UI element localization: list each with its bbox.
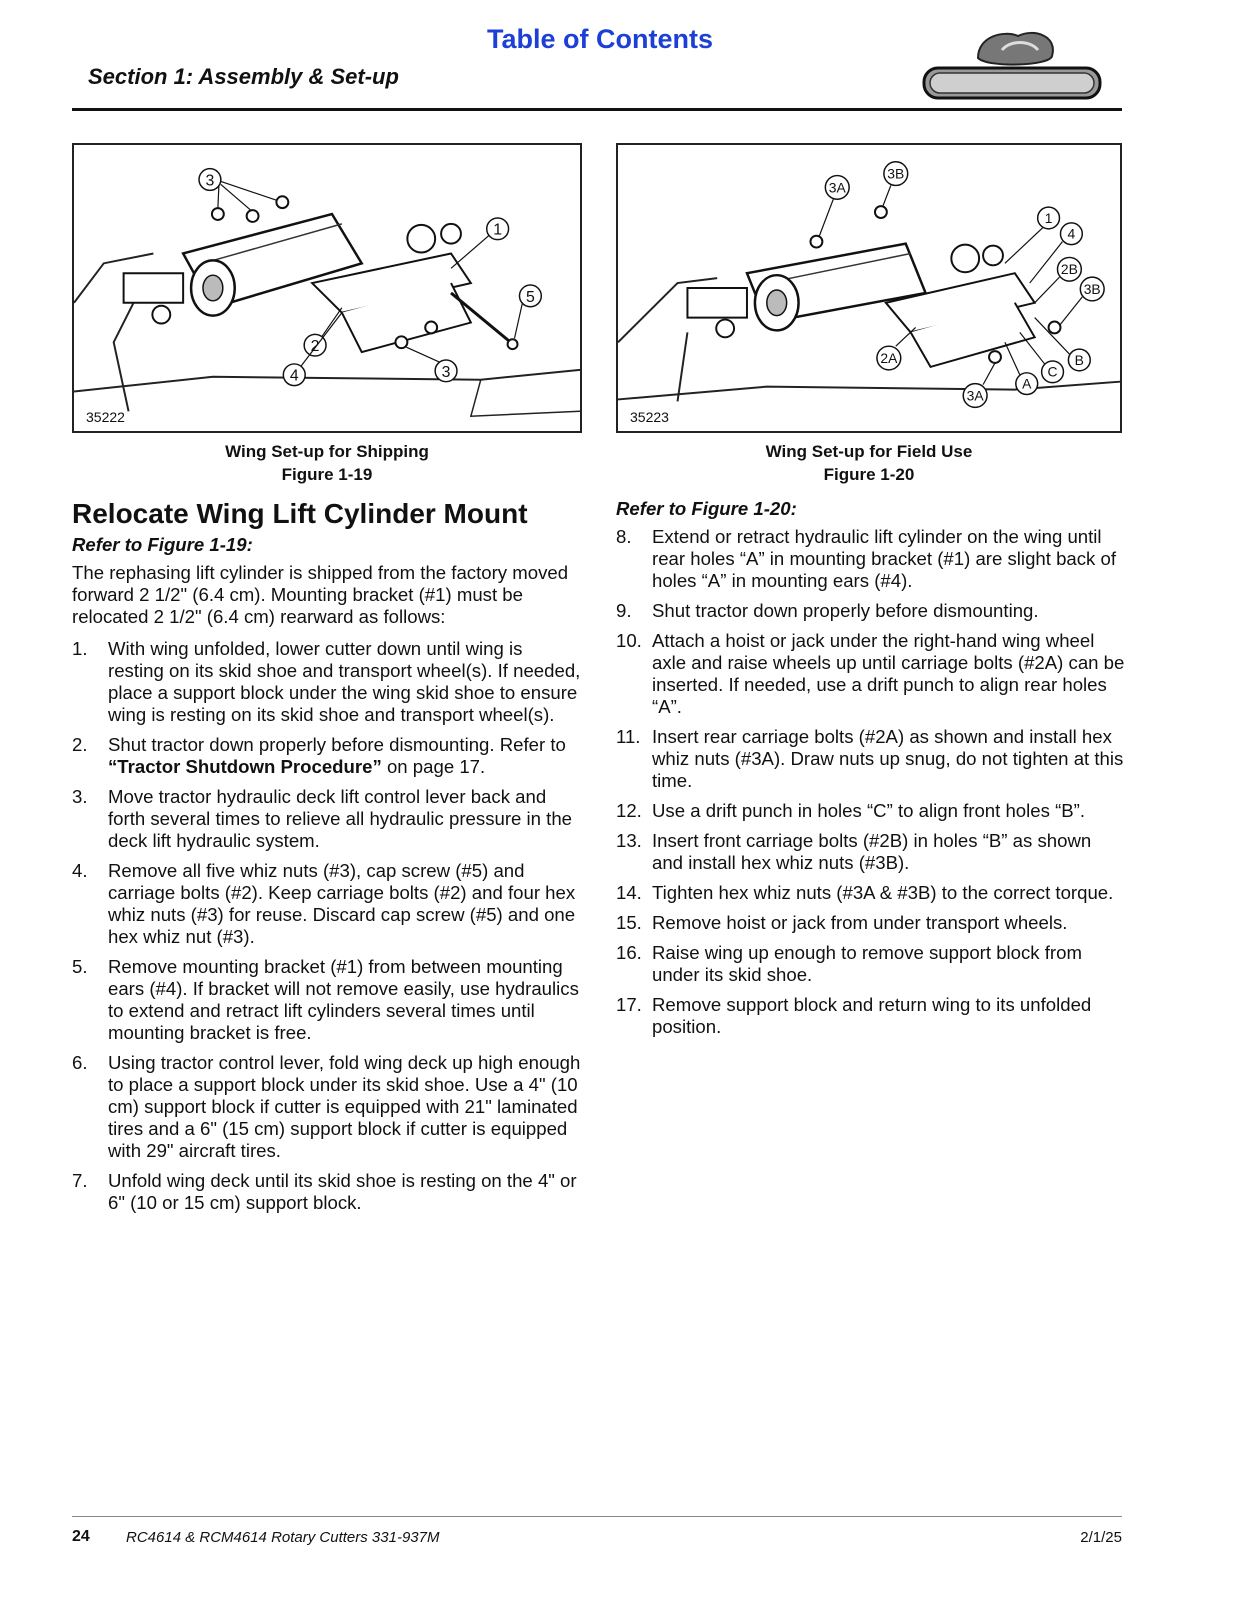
step-text: Extend or retract hydraulic lift cylinder on the wing until rear holes “A” in mounting bracket (#1) are slight back of holes “A” in mounting ears (#4). [652, 526, 1117, 591]
step-number: 16. [616, 942, 642, 963]
list-item [72, 734, 582, 778]
step-number: 8. [616, 526, 632, 547]
step-text: Raise wing up enough to remove support block from under its skid shoe. [652, 942, 1082, 985]
svg-text:4: 4 [1067, 225, 1076, 242]
page-number: 24 [72, 1528, 90, 1545]
figure-number: 35223 [630, 409, 669, 425]
list-item [616, 882, 1126, 904]
step-number: 14. [616, 882, 642, 903]
section-title: Section 1: Assembly & Set-up [88, 64, 399, 89]
svg-text:3: 3 [205, 172, 215, 190]
figure-caption [72, 440, 582, 486]
step-list [616, 526, 1126, 1038]
list-item [72, 1052, 582, 1162]
list-item [72, 638, 582, 726]
step-number: 1. [72, 638, 88, 659]
footer-rule [72, 1516, 1122, 1517]
header-rule [72, 108, 1122, 111]
list-item [72, 956, 582, 1044]
refer-to-figure: Refer to Figure 1-19: [72, 534, 253, 555]
list-item [72, 860, 582, 948]
cylinder-mount-illustration [74, 145, 580, 431]
step-text: Tighten hex whiz nuts (#3A & #3B) to the correct torque. [652, 882, 1114, 903]
list-item [616, 912, 1126, 934]
svg-text:2: 2 [310, 338, 320, 356]
step-number: 2. [72, 734, 88, 755]
svg-text:4: 4 [289, 367, 299, 385]
step-text: Shut tractor down properly before dismounting. [652, 600, 1039, 621]
document-title: RC4614 & RCM4614 Rotary Cutters 331-937M [126, 1529, 440, 1546]
table-of-contents-link[interactable]: Table of Contents [487, 24, 713, 54]
step-number: 11. [616, 726, 641, 747]
step-number: 6. [72, 1052, 88, 1073]
svg-text:3A: 3A [966, 387, 984, 404]
step-text: Using tractor control lever, fold wing deck up high enough to place a support block under its skid shoe. Use a 4" (10 cm) support block if cutter is equipped with 21" laminated tires and a 6" (15 cm) support block if cutter is equipped with 29" aircraft tires. [108, 1052, 581, 1161]
step-number: 12. [616, 800, 642, 821]
land-pride-logo [918, 28, 1110, 110]
step-text: Insert rear carriage bolts (#2A) as shown and install hex whiz nuts (#3A). Draw nuts up snug, do not tighten at this time. [652, 726, 1124, 791]
svg-text:2A: 2A [880, 349, 898, 366]
svg-text:2B: 2B [1060, 261, 1078, 278]
step-text: Attach a hoist or jack under the right-hand wing wheel axle and raise wheels up until carriage bolts (#2A) can be inserted. If needed, use a drift punch to align rear holes “A”. [652, 630, 1125, 717]
intro-paragraph: The rephasing lift cylinder is shipped from the factory moved forward 2 1/2" (6.4 cm). Mounting bracket (#1) must be relocated 2 1/2" (6.4 cm) rearward as follows: [72, 562, 569, 627]
step-text: Remove hoist or jack from under transport wheels. [652, 912, 1068, 933]
figure-wing-setup-field [616, 143, 1122, 433]
caption-title: Wing Set-up for Shipping [225, 442, 429, 461]
step-number: 10. [616, 630, 642, 651]
step-text: on page 17. [381, 756, 486, 777]
figure-number: 35222 [86, 409, 125, 425]
svg-text:1: 1 [1044, 209, 1053, 226]
svg-text:3A: 3A [828, 179, 846, 196]
step-number: 5. [72, 956, 88, 977]
step-text: Shut tractor down properly before dismounting. Refer to [108, 734, 566, 755]
step-text: Remove support block and return wing to its unfolded position. [652, 994, 1092, 1037]
left-column [72, 496, 582, 1222]
caption-title: Wing Set-up for Field Use [765, 442, 973, 461]
svg-text:3B: 3B [887, 165, 905, 182]
caption-figure: Figure 1-20 [823, 465, 915, 484]
list-item [616, 942, 1126, 986]
step-number: 13. [616, 830, 642, 851]
figure-caption [616, 440, 1122, 486]
caption-figure: Figure 1-19 [281, 465, 373, 484]
svg-text:3: 3 [441, 363, 451, 381]
list-item [72, 1170, 582, 1214]
list-item [72, 786, 582, 852]
cylinder-mount-illustration [618, 145, 1120, 431]
list-item [616, 600, 1126, 622]
refer-to-figure: Refer to Figure 1-20: [616, 498, 797, 519]
svg-text:C: C [1047, 363, 1058, 380]
svg-text:A: A [1022, 375, 1032, 392]
svg-text:B: B [1074, 351, 1084, 368]
shutdown-procedure-link[interactable]: “Tractor Shutdown Procedure” [108, 756, 382, 777]
list-item [616, 994, 1126, 1038]
step-number: 7. [72, 1170, 88, 1191]
list-item [616, 726, 1126, 792]
revision-date: 2/1/25 [1080, 1529, 1122, 1546]
step-text: Remove all five whiz nuts (#3), cap screw (#5) and carriage bolts (#2). Keep carriage bolts (#2) and four hex whiz nuts (#3) for reuse. Discard cap screw (#5) and one hex whiz nut (#3). [108, 860, 576, 947]
step-number: 9. [616, 600, 632, 621]
svg-text:3B: 3B [1083, 280, 1101, 297]
step-number: 15. [616, 912, 642, 933]
step-number: 3. [72, 786, 88, 807]
section-heading: Relocate Wing Lift Cylinder Mount [72, 498, 528, 529]
step-number: 17. [616, 994, 642, 1015]
list-item [616, 526, 1126, 592]
figure-wing-setup-shipping [72, 143, 582, 433]
list-item [616, 800, 1126, 822]
right-column [616, 496, 1126, 1046]
list-item [616, 830, 1126, 874]
step-text: With wing unfolded, lower cutter down until wing is resting on its skid shoe and transport wheel(s). If needed, place a support block under the wing skid shoe to ensure wing is resting on its skid shoe and transport wheel(s). [108, 638, 581, 725]
step-text: Remove mounting bracket (#1) from between mounting ears (#4). If bracket will not remove easily, use hydraulics to extend and retract lift cylinders several times until mounting bracket is free. [108, 956, 579, 1043]
svg-text:1: 1 [493, 221, 503, 239]
step-text: Move tractor hydraulic deck lift control lever back and forth several times to relieve all hydraulic pressure in the deck lift hydraulic system. [108, 786, 573, 851]
step-text: Unfold wing deck until its skid shoe is resting on the 4" or 6" (10 or 15 cm) support block. [108, 1170, 577, 1213]
list-item [616, 630, 1126, 718]
step-text: Insert front carriage bolts (#2B) in holes “B” as shown and install hex whiz nuts (#3B). [652, 830, 1092, 873]
svg-text:5: 5 [525, 288, 535, 306]
step-text: Use a drift punch in holes “C” to align front holes “B”. [652, 800, 1086, 821]
step-number: 4. [72, 860, 88, 881]
step-list [72, 638, 582, 1214]
